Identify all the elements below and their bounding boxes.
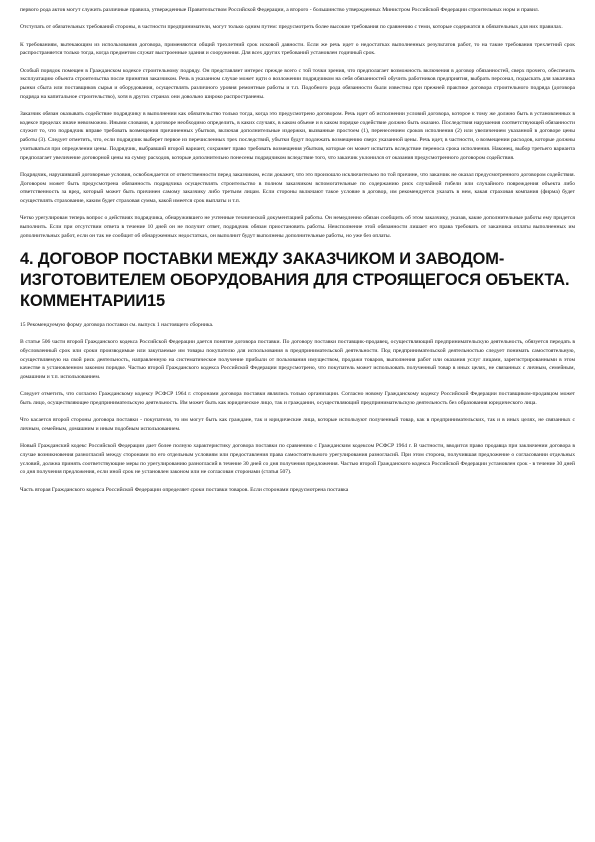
body-paragraph: Подрядчик, нарушивший договорные условия, освобождается от ответственности перед заказчиком, если докажет, что это произошло исключительно по той причине, что заказчик не оказал предусмотренного договором содействия. Договором может быть предусмотрена обязанность подрядчика осуществлять строительство в полном заказчиком вспомогательные по содержанию риск случайной гибели или случайного повреждения объекта либо ответственность за вред, который может быть причинен самому заказчику либо третьим лицам. Если стороны включают такое условие в договор, им рекомендуется указать в нем, какая страховая компания (фирма) будет осуществлять страхование, каким будет страховая сумма, какой имеется срок выплаты и т.п.: [20, 171, 575, 204]
footnote-paragraph: 15 Рекомендуемую форму договора поставки см. выпуск 1 настоящего сборника.: [20, 321, 214, 328]
body-paragraph: Следует отметить, что согласно Гражданскому кодексу РСФСР 1964 г. сторонами договора поставки являлись только организации. Согласно новому Гражданскому кодексу Российской Федерации поставщиком-продавцом может быть лицо, осуществляющее предпринимательскую деятельность. Им может быть как юридическое лицо, так и гражданин, осуществляющий предпринимательскую деятельность без образования юридического лица.: [20, 391, 575, 407]
body-paragraph: Заказчик обязан оказывать содействие подрядчику в выполнении как обязательство только тогда, когда это предусмотрено договором. Речь идет об исполнении условий договора, которое к тому же должно быть в установленных в кодексе пределах иначе невозможно. Иными словами, в договоре необходимо определить, в каких случаях, в каком объеме и в каком порядке содействие должно быть оказано. Последствия нарушения соответствующей обязанности служит то, что подрядчик вправе требовать возмещения причиненных убытков, включая дополнительные издержки, вызванные простоем (1), перенесением сроков исполнения (2) или увеличением указанной в договоре цены работы (3). Следует отметить, что, если подрядчик выберет первое из перечисленных трех последствий, убытки будут подлежать возмещению сверх указанной цены. Речь идет, в частности, о возмещении расходов, которые должны учитываться при определении цены. Подрядчик, выбравший второй вариант, сохраняет право требовать возмещения убытков, которые он может испытать вследствие переноса срока исполнения. Наконец, выбор третьего варианта предполагает увеличение договорной цены на сумму расходов, которые дополнительно понесены подрядчиком вследствие того, что заказчик уклонился от оказания предусмотренного договором содействия.: [20, 111, 575, 161]
body-paragraph: Новый Гражданский кодекс Российской Федерации дает более полную характеристику договора поставки по сравнению с Гражданским кодексом РСФСР 1964 г. В частности, вводится право продавца при заключении договора в случае возникновения разногласий между сторонами по его отдельным условиям или предоставления права самостоятельного урегулирования разногласий. При этом сторона, получившая предложение о согласовании отдельных условий, должна принять соответствующие меры по урегулированию разногласий в течение 30 дней со дня получения предложения. Частью второй Гражданского кодекса Российской Федерации установлен срок - в течение 30 дней со дня получения предложения, если иной срок не установлен законом или не согласован сторонами (статья 507).: [20, 443, 575, 476]
body-paragraph: К требованиям, вытекающим из использования договора, применяются общий трехлетний срок исковой давности. Если же речь идет о недостатках выполненных результатов работ, то на такие требования трехлетний срок распространяется только тогда, когда предметом служат выстроенные здания и сооружения. Для всех других требований установлен годичный срок.: [20, 41, 575, 57]
body-paragraph: Отступать от обязательных требований стороны, в частности предприниматели, могут только одним путем: предусмотреть более высокие требования по сравнению с теми, которые содержатся в обязательных для них правилах.: [20, 24, 563, 31]
section-heading: 4. ДОГОВОР ПОСТАВКИ МЕЖДУ ЗАКАЗЧИКОМ И ЗАВОДОМ-ИЗГОТОВИТЕЛЕМ ОБОРУДОВАНИЯ ДЛЯ СТРОЯЩЕГОСЯ ОБЪЕКТА. КОММЕНТАРИИ15: [20, 249, 570, 310]
body-paragraph: Четко урегулирован теперь вопрос о действиях подрядчика, обнаружившего не учтенные технической документацией работы. Он немедленно обязан сообщить об этом заказчику, указав, какие дополнительные работы ему придется выполнить. Если при отсутствии ответа в течение 10 дней он не получит ответ, подрядчик обязан приостановить работы. Неисполнение этой обязанности лишает его права требовать от заказчика оплаты выполненных им дополнительных работ, если он так не сообщит об обнаруженных недостатках, он выполнит будут выполнены дополнительные работы, но уже без оплаты.: [20, 215, 575, 239]
body-paragraph: Часть вторая Гражданского кодекса Российской Федерации определяет сроки поставки товаров. Если сторонами предусмотрена поставка: [20, 486, 349, 493]
body-paragraph: В статье 506 части второй Гражданского кодекса Российской Федерации дается понятие договора поставки. По договору поставки поставщик-продавец, осуществляющий предпринимательскую деятельность, обязуется передать в обусловленный срок или сроки производимые или закупаемые им товары покупателю для использования в предпринимательской деятельности. Под предпринимательской деятельностью следует понимать самостоятельную, осуществляемую на свой риск деятельность, направленную на систематическое получение прибыли от пользования имуществом, продажи товаров, выполнения работ или оказания услуг лицами, зарегистрированными в этом качестве в установленном законом порядке. Частью второй Гражданского кодекса Российской Федерации предусмотрено, что покупатель может использовать полученный товар в иных целях, не связанных с личным, семейным, домашним и т.п. использованием.: [20, 339, 575, 381]
body-paragraph: первого рода актов могут служить различные правила, утвержденные Правительством Российской Федерации, а второго - большинство утвержденных Министром Российской Федерации строительных норм и правил.: [20, 7, 540, 13]
body-paragraph: Особый порядок помещен в Гражданском кодексе строительному подряду. Он представляет интерес прежде всего с той точки зрения, что предполагает возможность включения в договор обязанностей, сверх прочего, обеспечить эксплуатацию объекта строительства после принятия заказчиком. Речь в указанном случае может идти о возложении подрядчиком на себя обязанностей обучить работников предприятия, выбрать персонал, подыскать для заказчика рынки сбыта или поставщиков сырья и оборудования, осуществлять различного уровня ремонтные работы и т.п. Подобного рода обязанности были известны при прежней практике договора строительного подряда (договора подряда на капитальное строительство), хотя в других странах они довольно широко распространены.: [20, 67, 575, 100]
body-paragraph: Что касается второй стороны договора поставки - покупателя, то им могут быть как граждане, так и юридические лица, которые используют полученный товар, как в предпринимательских, так и в иных целях, не связанных с личным, семейным, домашним и иным подобным использованием.: [20, 417, 575, 433]
